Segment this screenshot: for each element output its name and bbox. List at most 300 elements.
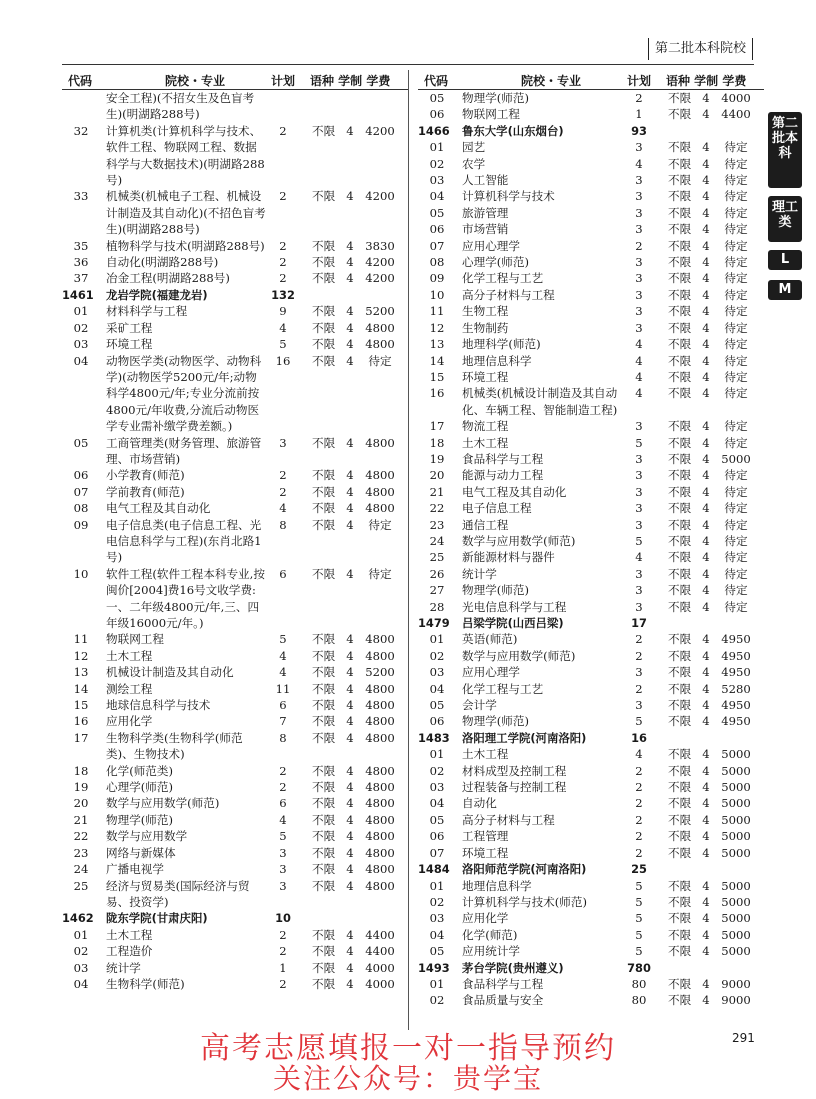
fee-cell: 4800 xyxy=(365,648,395,663)
major-row xyxy=(418,566,764,582)
plan-cell: 80 xyxy=(631,993,647,1008)
plan-cell: 2 xyxy=(279,927,287,942)
fee-cell: 4800 xyxy=(365,435,395,450)
fee-cell: 待定 xyxy=(724,501,748,516)
name-cell: 环境工程 xyxy=(462,369,509,384)
name-cell: 测绘工程 xyxy=(106,681,153,696)
language-cell: 不限 xyxy=(668,533,692,548)
language-cell: 不限 xyxy=(312,468,336,483)
code-cell: 21 xyxy=(73,812,89,827)
name-cell: 冶金工程(明湖路288号) xyxy=(106,271,230,286)
plan-cell: 2 xyxy=(635,648,643,663)
name-cell: 物理学(师范) xyxy=(462,583,530,598)
name-cell: 旅游管理 xyxy=(462,205,509,220)
fee-cell: 待定 xyxy=(724,419,748,434)
plan-cell: 780 xyxy=(627,960,651,975)
name-cell: 通信工程 xyxy=(462,517,509,532)
language-cell: 不限 xyxy=(668,451,692,466)
code-cell: 14 xyxy=(429,353,445,368)
plan-cell: 5 xyxy=(635,927,643,942)
plan-cell: 93 xyxy=(631,123,647,138)
plan-cell: 2 xyxy=(635,632,643,647)
duration-cell: 4 xyxy=(346,238,354,253)
major-row xyxy=(62,960,408,976)
code-cell: 09 xyxy=(73,517,89,532)
plan-cell: 3 xyxy=(635,287,643,302)
fee-cell: 4800 xyxy=(365,320,395,335)
fee-cell: 4800 xyxy=(365,796,395,811)
duration-cell: 4 xyxy=(346,698,354,713)
code-cell: 19 xyxy=(73,780,89,795)
language-cell: 不限 xyxy=(312,484,336,499)
major-row xyxy=(418,353,764,369)
fee-cell: 5000 xyxy=(721,747,751,762)
fee-cell: 5000 xyxy=(721,911,751,926)
duration-cell: 4 xyxy=(702,304,710,319)
duration-cell: 4 xyxy=(702,107,710,122)
fee-cell: 5000 xyxy=(721,829,751,844)
duration-cell: 4 xyxy=(702,451,710,466)
fee-cell: 待定 xyxy=(368,517,392,532)
name-cell: 电气工程及其自动化 xyxy=(462,484,567,499)
language-cell: 不限 xyxy=(312,681,336,696)
language-cell: 不限 xyxy=(312,353,336,368)
header-name: 院校・专业 xyxy=(164,74,225,88)
code-cell: 11 xyxy=(73,632,89,647)
duration-cell: 4 xyxy=(702,632,710,647)
code-cell: 01 xyxy=(73,927,89,942)
fee-cell: 4800 xyxy=(365,484,395,499)
language-cell: 不限 xyxy=(668,435,692,450)
major-row xyxy=(418,287,764,303)
name-cell: 物理学(师范) xyxy=(106,812,174,827)
major-row xyxy=(418,582,764,598)
fee-cell: 待定 xyxy=(724,238,748,253)
name-cell: 动物医学类(动物医学、动物科学)(动物医学5200元/年;动物科学4800元/年;专业分流前按4800元/年收费,分流后动物医学专业需补缴学费差额。) xyxy=(106,353,262,434)
duration-cell: 4 xyxy=(702,894,710,909)
name-cell: 人工智能 xyxy=(462,173,509,188)
duration-cell: 4 xyxy=(702,681,710,696)
duration-cell: 4 xyxy=(702,484,710,499)
fee-cell: 5000 xyxy=(721,780,751,795)
code-cell: 35 xyxy=(73,238,89,253)
major-row xyxy=(62,976,408,992)
name-cell: 工程造价 xyxy=(106,944,153,959)
major-row xyxy=(62,631,408,647)
major-row xyxy=(62,90,408,123)
duration-cell: 4 xyxy=(702,845,710,860)
fee-cell: 待定 xyxy=(724,156,748,171)
name-cell: 地理科学(师范) xyxy=(462,337,541,352)
duration-cell: 4 xyxy=(702,550,710,565)
major-row xyxy=(418,746,764,762)
fee-cell: 4400 xyxy=(365,927,395,942)
duration-cell: 4 xyxy=(346,829,354,844)
major-row xyxy=(62,484,408,500)
name-cell: 龙岩学院(福建龙岩) xyxy=(106,287,208,302)
major-row xyxy=(62,270,408,286)
name-cell: 数学与应用数学(师范) xyxy=(462,648,576,663)
plan-cell: 132 xyxy=(271,287,295,302)
school-row xyxy=(418,730,764,746)
language-cell: 不限 xyxy=(668,550,692,565)
name-cell: 应用心理学 xyxy=(462,238,520,253)
fee-cell: 5000 xyxy=(721,451,751,466)
duration-cell: 4 xyxy=(346,337,354,352)
code-cell: 04 xyxy=(429,681,445,696)
plan-cell: 8 xyxy=(279,517,287,532)
header-lang-duration-fee: 语种 学制 学费 xyxy=(666,74,747,88)
name-cell: 物联网工程 xyxy=(106,632,164,647)
fee-cell: 4200 xyxy=(365,255,395,270)
plan-cell: 3 xyxy=(635,173,643,188)
major-row xyxy=(418,943,764,959)
code-cell: 06 xyxy=(429,222,445,237)
name-cell: 广播电视学 xyxy=(106,862,164,877)
fee-cell: 待定 xyxy=(724,599,748,614)
name-cell: 化学工程与工艺 xyxy=(462,681,544,696)
name-cell: 电子信息工程 xyxy=(462,501,532,516)
major-row xyxy=(418,894,764,910)
code-cell: 19 xyxy=(429,451,445,466)
major-row xyxy=(418,467,764,483)
code-cell: 06 xyxy=(73,468,89,483)
language-cell: 不限 xyxy=(312,829,336,844)
name-cell: 计算机科学与技术(师范) xyxy=(462,894,587,909)
code-cell: 21 xyxy=(429,484,445,499)
language-cell: 不限 xyxy=(668,747,692,762)
duration-cell: 4 xyxy=(702,747,710,762)
major-row xyxy=(418,238,764,254)
code-cell: 14 xyxy=(73,681,89,696)
code-cell: 02 xyxy=(429,156,445,171)
language-cell: 不限 xyxy=(312,812,336,827)
plan-cell: 3 xyxy=(635,189,643,204)
plan-cell: 5 xyxy=(635,944,643,959)
name-cell: 高分子材料与工程 xyxy=(462,812,555,827)
duration-cell: 4 xyxy=(702,796,710,811)
name-cell: 土木工程 xyxy=(462,435,509,450)
duration-cell: 4 xyxy=(702,435,710,450)
fee-cell: 3830 xyxy=(365,238,395,253)
plan-cell: 2 xyxy=(279,123,287,138)
major-row xyxy=(418,320,764,336)
code-cell: 12 xyxy=(73,648,89,663)
fee-cell: 9000 xyxy=(721,976,751,991)
plan-cell: 5 xyxy=(635,714,643,729)
code-cell: 12 xyxy=(429,320,445,335)
duration-cell: 4 xyxy=(346,484,354,499)
name-cell: 统计学 xyxy=(462,566,497,581)
major-row xyxy=(418,828,764,844)
name-cell: 软件工程(软件工程本科专业,按闽价[2004]费16号文收学费:一、二年级4800元/年,三、四年级16000元/年。) xyxy=(106,566,265,630)
code-cell: 02 xyxy=(429,894,445,909)
duration-cell: 4 xyxy=(702,337,710,352)
duration-cell: 4 xyxy=(346,944,354,959)
language-cell: 不限 xyxy=(668,763,692,778)
duration-cell: 4 xyxy=(702,91,710,105)
duration-cell: 4 xyxy=(702,698,710,713)
code-cell: 28 xyxy=(429,599,445,614)
code-cell: 25 xyxy=(429,550,445,565)
plan-cell: 2 xyxy=(279,238,287,253)
language-cell: 不限 xyxy=(668,271,692,286)
fee-cell: 4800 xyxy=(365,681,395,696)
plan-cell: 3 xyxy=(635,468,643,483)
fee-cell: 4400 xyxy=(365,944,395,959)
language-cell: 不限 xyxy=(312,878,336,893)
plan-cell: 2 xyxy=(279,271,287,286)
major-row xyxy=(62,861,408,877)
major-row xyxy=(418,549,764,565)
left-rows xyxy=(62,90,408,992)
major-row xyxy=(62,303,408,319)
duration-cell: 4 xyxy=(702,517,710,532)
name-cell: 物理学(师范) xyxy=(462,714,530,729)
code-cell: 16 xyxy=(73,714,89,729)
name-cell: 应用心理学 xyxy=(462,665,520,680)
fee-cell: 待定 xyxy=(724,468,748,483)
code-cell: 1462 xyxy=(62,911,94,926)
fee-cell: 5200 xyxy=(365,304,395,319)
major-row xyxy=(62,878,408,911)
plan-cell: 5 xyxy=(635,911,643,926)
duration-cell: 4 xyxy=(346,960,354,975)
fee-cell: 待定 xyxy=(724,386,748,401)
major-row xyxy=(418,795,764,811)
name-cell: 英语(师范) xyxy=(462,632,518,647)
duration-cell: 4 xyxy=(346,517,354,532)
plan-cell: 1 xyxy=(635,107,643,122)
fee-cell: 待定 xyxy=(724,517,748,532)
name-cell: 新能源材料与器件 xyxy=(462,550,555,565)
language-cell: 不限 xyxy=(312,632,336,647)
name-cell: 陇东学院(甘肃庆阳) xyxy=(106,911,208,926)
duration-cell: 4 xyxy=(346,927,354,942)
plan-cell: 4 xyxy=(635,386,643,401)
fee-cell: 待定 xyxy=(368,566,392,581)
column-divider xyxy=(408,70,409,1030)
plan-cell: 2 xyxy=(635,845,643,860)
plan-cell: 5 xyxy=(635,435,643,450)
code-cell: 20 xyxy=(73,796,89,811)
name-cell: 应用化学 xyxy=(106,714,153,729)
column-header xyxy=(62,69,408,90)
name-cell: 土木工程 xyxy=(106,927,153,942)
plan-cell: 3 xyxy=(279,845,287,860)
fee-cell: 4800 xyxy=(365,845,395,860)
language-cell: 不限 xyxy=(312,960,336,975)
code-cell: 1483 xyxy=(418,730,450,745)
duration-cell: 4 xyxy=(346,976,354,991)
code-cell: 36 xyxy=(73,255,89,270)
page-header xyxy=(648,38,753,60)
code-cell: 05 xyxy=(429,812,445,827)
major-row xyxy=(62,664,408,680)
language-cell: 不限 xyxy=(312,271,336,286)
fee-cell: 待定 xyxy=(724,435,748,450)
major-row xyxy=(418,156,764,172)
code-cell: 15 xyxy=(73,698,89,713)
name-cell: 能源与动力工程 xyxy=(462,468,544,483)
duration-cell: 4 xyxy=(702,927,710,942)
code-cell: 1461 xyxy=(62,287,94,302)
right-rows xyxy=(418,90,764,1009)
code-cell: 01 xyxy=(429,632,445,647)
code-cell: 17 xyxy=(429,419,445,434)
duration-cell: 4 xyxy=(346,501,354,516)
plan-cell: 2 xyxy=(635,238,643,253)
left-column xyxy=(62,69,408,992)
major-row xyxy=(418,992,764,1008)
duration-cell: 4 xyxy=(702,780,710,795)
language-cell: 不限 xyxy=(668,91,692,105)
plan-cell: 16 xyxy=(631,730,647,745)
plan-cell: 3 xyxy=(635,140,643,155)
code-cell: 01 xyxy=(429,747,445,762)
major-row xyxy=(62,845,408,861)
name-cell: 工商管理类(财务管理、旅游管理、市场营销) xyxy=(106,435,262,466)
code-cell: 24 xyxy=(73,862,89,877)
language-cell: 不限 xyxy=(668,976,692,991)
plan-cell: 3 xyxy=(279,435,287,450)
plan-cell: 4 xyxy=(635,747,643,762)
school-row xyxy=(418,960,764,976)
plan-cell: 3 xyxy=(635,517,643,532)
duration-cell: 4 xyxy=(702,993,710,1008)
plan-cell: 2 xyxy=(635,91,643,105)
plan-cell: 1 xyxy=(279,960,287,975)
major-row xyxy=(62,566,408,632)
language-cell: 不限 xyxy=(668,107,692,122)
fee-cell: 待定 xyxy=(724,566,748,581)
language-cell: 不限 xyxy=(668,320,692,335)
plan-cell: 3 xyxy=(635,222,643,237)
duration-cell: 4 xyxy=(702,353,710,368)
major-row xyxy=(62,812,408,828)
school-row xyxy=(418,615,764,631)
plan-cell: 2 xyxy=(279,976,287,991)
code-cell: 03 xyxy=(429,665,445,680)
major-row xyxy=(418,435,764,451)
code-cell: 01 xyxy=(429,140,445,155)
plan-cell: 4 xyxy=(279,320,287,335)
code-cell: 10 xyxy=(429,287,445,302)
duration-cell: 4 xyxy=(346,862,354,877)
header-rule xyxy=(62,64,754,65)
fee-cell: 待定 xyxy=(724,189,748,204)
name-cell: 过程装备与控制工程 xyxy=(462,780,567,795)
plan-cell: 4 xyxy=(279,648,287,663)
duration-cell: 4 xyxy=(702,271,710,286)
header-name: 院校・专业 xyxy=(520,74,581,88)
major-row xyxy=(418,188,764,204)
name-cell: 吕梁学院(山西吕梁) xyxy=(462,616,564,630)
major-row xyxy=(418,254,764,270)
fee-cell: 4800 xyxy=(365,501,395,516)
language-cell: 不限 xyxy=(312,648,336,663)
language-cell: 不限 xyxy=(668,173,692,188)
major-row xyxy=(62,238,408,254)
language-cell: 不限 xyxy=(312,238,336,253)
fee-cell: 5200 xyxy=(365,665,395,680)
duration-cell: 4 xyxy=(702,599,710,614)
name-cell: 机械类(机械电子工程、机械设计制造及其自动化)(不招色盲考生)(明湖路288号) xyxy=(106,189,266,237)
name-cell: 地理信息科学 xyxy=(462,353,532,368)
code-cell: 04 xyxy=(429,927,445,942)
major-row xyxy=(418,779,764,795)
code-cell: 26 xyxy=(429,566,445,581)
duration-cell: 4 xyxy=(346,780,354,795)
plan-cell: 3 xyxy=(635,566,643,581)
plan-cell: 5 xyxy=(635,894,643,909)
plan-cell: 5 xyxy=(279,829,287,844)
fee-cell: 4800 xyxy=(365,468,395,483)
code-cell: 01 xyxy=(429,878,445,893)
major-row xyxy=(62,828,408,844)
major-row xyxy=(418,599,764,615)
fee-cell: 5000 xyxy=(721,927,751,942)
code-cell: 04 xyxy=(73,353,89,368)
plan-cell: 3 xyxy=(279,862,287,877)
code-cell: 23 xyxy=(73,845,89,860)
fee-cell: 4950 xyxy=(721,714,751,729)
plan-cell: 6 xyxy=(279,566,287,581)
code-cell: 01 xyxy=(429,976,445,991)
page-number: 291 xyxy=(732,1031,755,1045)
language-cell: 不限 xyxy=(312,698,336,713)
fee-cell: 5000 xyxy=(721,878,751,893)
language-cell: 不限 xyxy=(668,222,692,237)
duration-cell: 4 xyxy=(702,533,710,548)
code-cell: 02 xyxy=(429,993,445,1008)
language-cell: 不限 xyxy=(312,780,336,795)
name-cell: 高分子材料与工程 xyxy=(462,287,555,302)
plan-cell: 5 xyxy=(279,632,287,647)
code-cell: 04 xyxy=(73,976,89,991)
language-cell: 不限 xyxy=(668,665,692,680)
plan-cell: 8 xyxy=(279,730,287,745)
name-cell: 经济与贸易类(国际经济与贸易、投资学) xyxy=(106,878,250,909)
language-cell: 不限 xyxy=(668,189,692,204)
plan-cell: 2 xyxy=(279,189,287,204)
name-cell: 物理学(师范) xyxy=(462,91,530,105)
column-header xyxy=(418,69,764,90)
plan-cell: 3 xyxy=(635,255,643,270)
right-column xyxy=(418,69,764,1009)
major-row xyxy=(418,500,764,516)
side-tab-batch: 第二批本科 xyxy=(768,112,802,188)
code-cell: 27 xyxy=(429,583,445,598)
language-cell: 不限 xyxy=(668,927,692,942)
duration-cell: 4 xyxy=(702,714,710,729)
duration-cell: 4 xyxy=(702,287,710,302)
language-cell: 不限 xyxy=(668,468,692,483)
name-cell: 食品质量与安全 xyxy=(462,993,544,1008)
code-cell: 18 xyxy=(429,435,445,450)
name-cell: 食品科学与工程 xyxy=(462,976,544,991)
language-cell: 不限 xyxy=(668,845,692,860)
major-row xyxy=(418,336,764,352)
fee-cell: 4200 xyxy=(365,271,395,286)
duration-cell: 4 xyxy=(346,878,354,893)
name-cell: 材料科学与工程 xyxy=(106,304,188,319)
name-cell: 物联网工程 xyxy=(462,107,520,122)
duration-cell: 4 xyxy=(346,714,354,729)
name-cell: 会计学 xyxy=(462,698,497,713)
major-row xyxy=(418,270,764,286)
duration-cell: 4 xyxy=(346,681,354,696)
